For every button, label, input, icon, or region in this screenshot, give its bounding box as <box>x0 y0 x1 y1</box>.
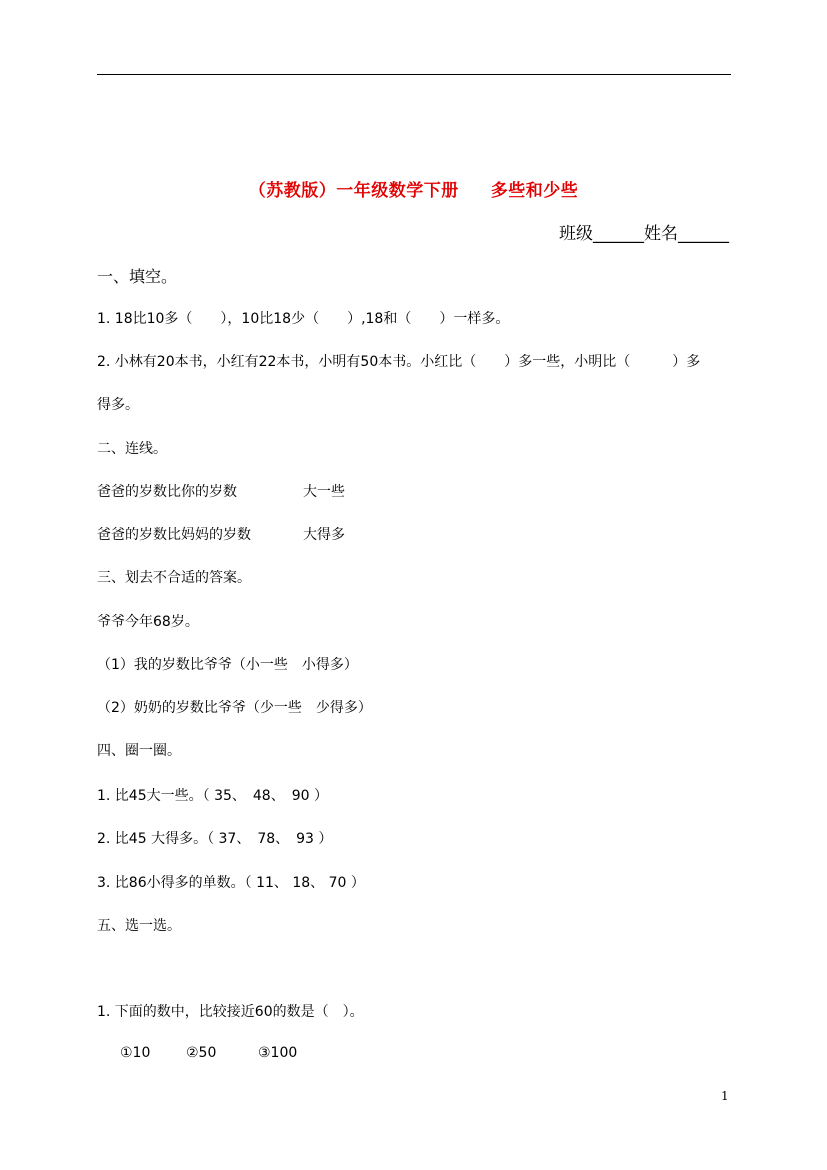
match-left-1: 爸爸的岁数比你的岁数 <box>97 484 237 500</box>
section1-question-2-line1: 2. 小林有20本书，小红有22本书，小明有50本书。小红比（ ）多一些，小明比（ ）多 <box>97 354 701 370</box>
match-right-1: 大一些 <box>303 484 345 500</box>
section3-question-2: （2）奶奶的岁数比爷爷（少一些 少得多） <box>97 700 372 716</box>
section4-question-2: 2. 比45 大得多。（ 37、 78、 93 ） <box>97 831 333 847</box>
class-name-line: 班级______姓名______ <box>559 224 729 244</box>
match-right-2: 大得多 <box>303 527 345 543</box>
section5-question-1: 1. 下面的数中，比较接近60的数是（ ）。 <box>97 1004 364 1020</box>
header-rule <box>97 74 731 75</box>
section4-question-3: 3. 比86小得多的单数。（ 11、 18、 70 ） <box>97 875 365 891</box>
option-2: ②50 <box>186 1045 217 1061</box>
section5-options <box>120 1045 297 1061</box>
section3-question-1: （1）我的岁数比爷爷（小一些 小得多） <box>97 657 358 673</box>
option-3: ③100 <box>258 1045 298 1061</box>
section3-intro: 爷爷今年68岁。 <box>97 614 199 630</box>
option-1: ①10 <box>120 1045 151 1061</box>
title-main: （苏教版）一年级数学下册 <box>248 181 459 201</box>
title-topic: 多些和少些 <box>490 181 579 201</box>
page-number: 1 <box>721 1089 729 1103</box>
match-left-2: 爸爸的岁数比妈妈的岁数 <box>97 527 251 543</box>
section4-question-1: 1. 比45大一些。（ 35、 48、 90 ） <box>97 788 328 804</box>
section1-question-1: 1. 18比10多（ ），10比18少（ ）,18和（ ）一样多。 <box>97 311 510 327</box>
page-title <box>0 176 827 201</box>
section1-heading: 一、填空。 <box>97 267 178 286</box>
section3-heading: 三、划去不合适的答案。 <box>97 570 251 586</box>
section1-question-2-line2: 得多。 <box>97 397 139 413</box>
section5-heading: 五、选一选。 <box>97 918 181 934</box>
section4-heading: 四、圈一圈。 <box>97 743 181 759</box>
section2-heading: 二、连线。 <box>97 441 167 457</box>
